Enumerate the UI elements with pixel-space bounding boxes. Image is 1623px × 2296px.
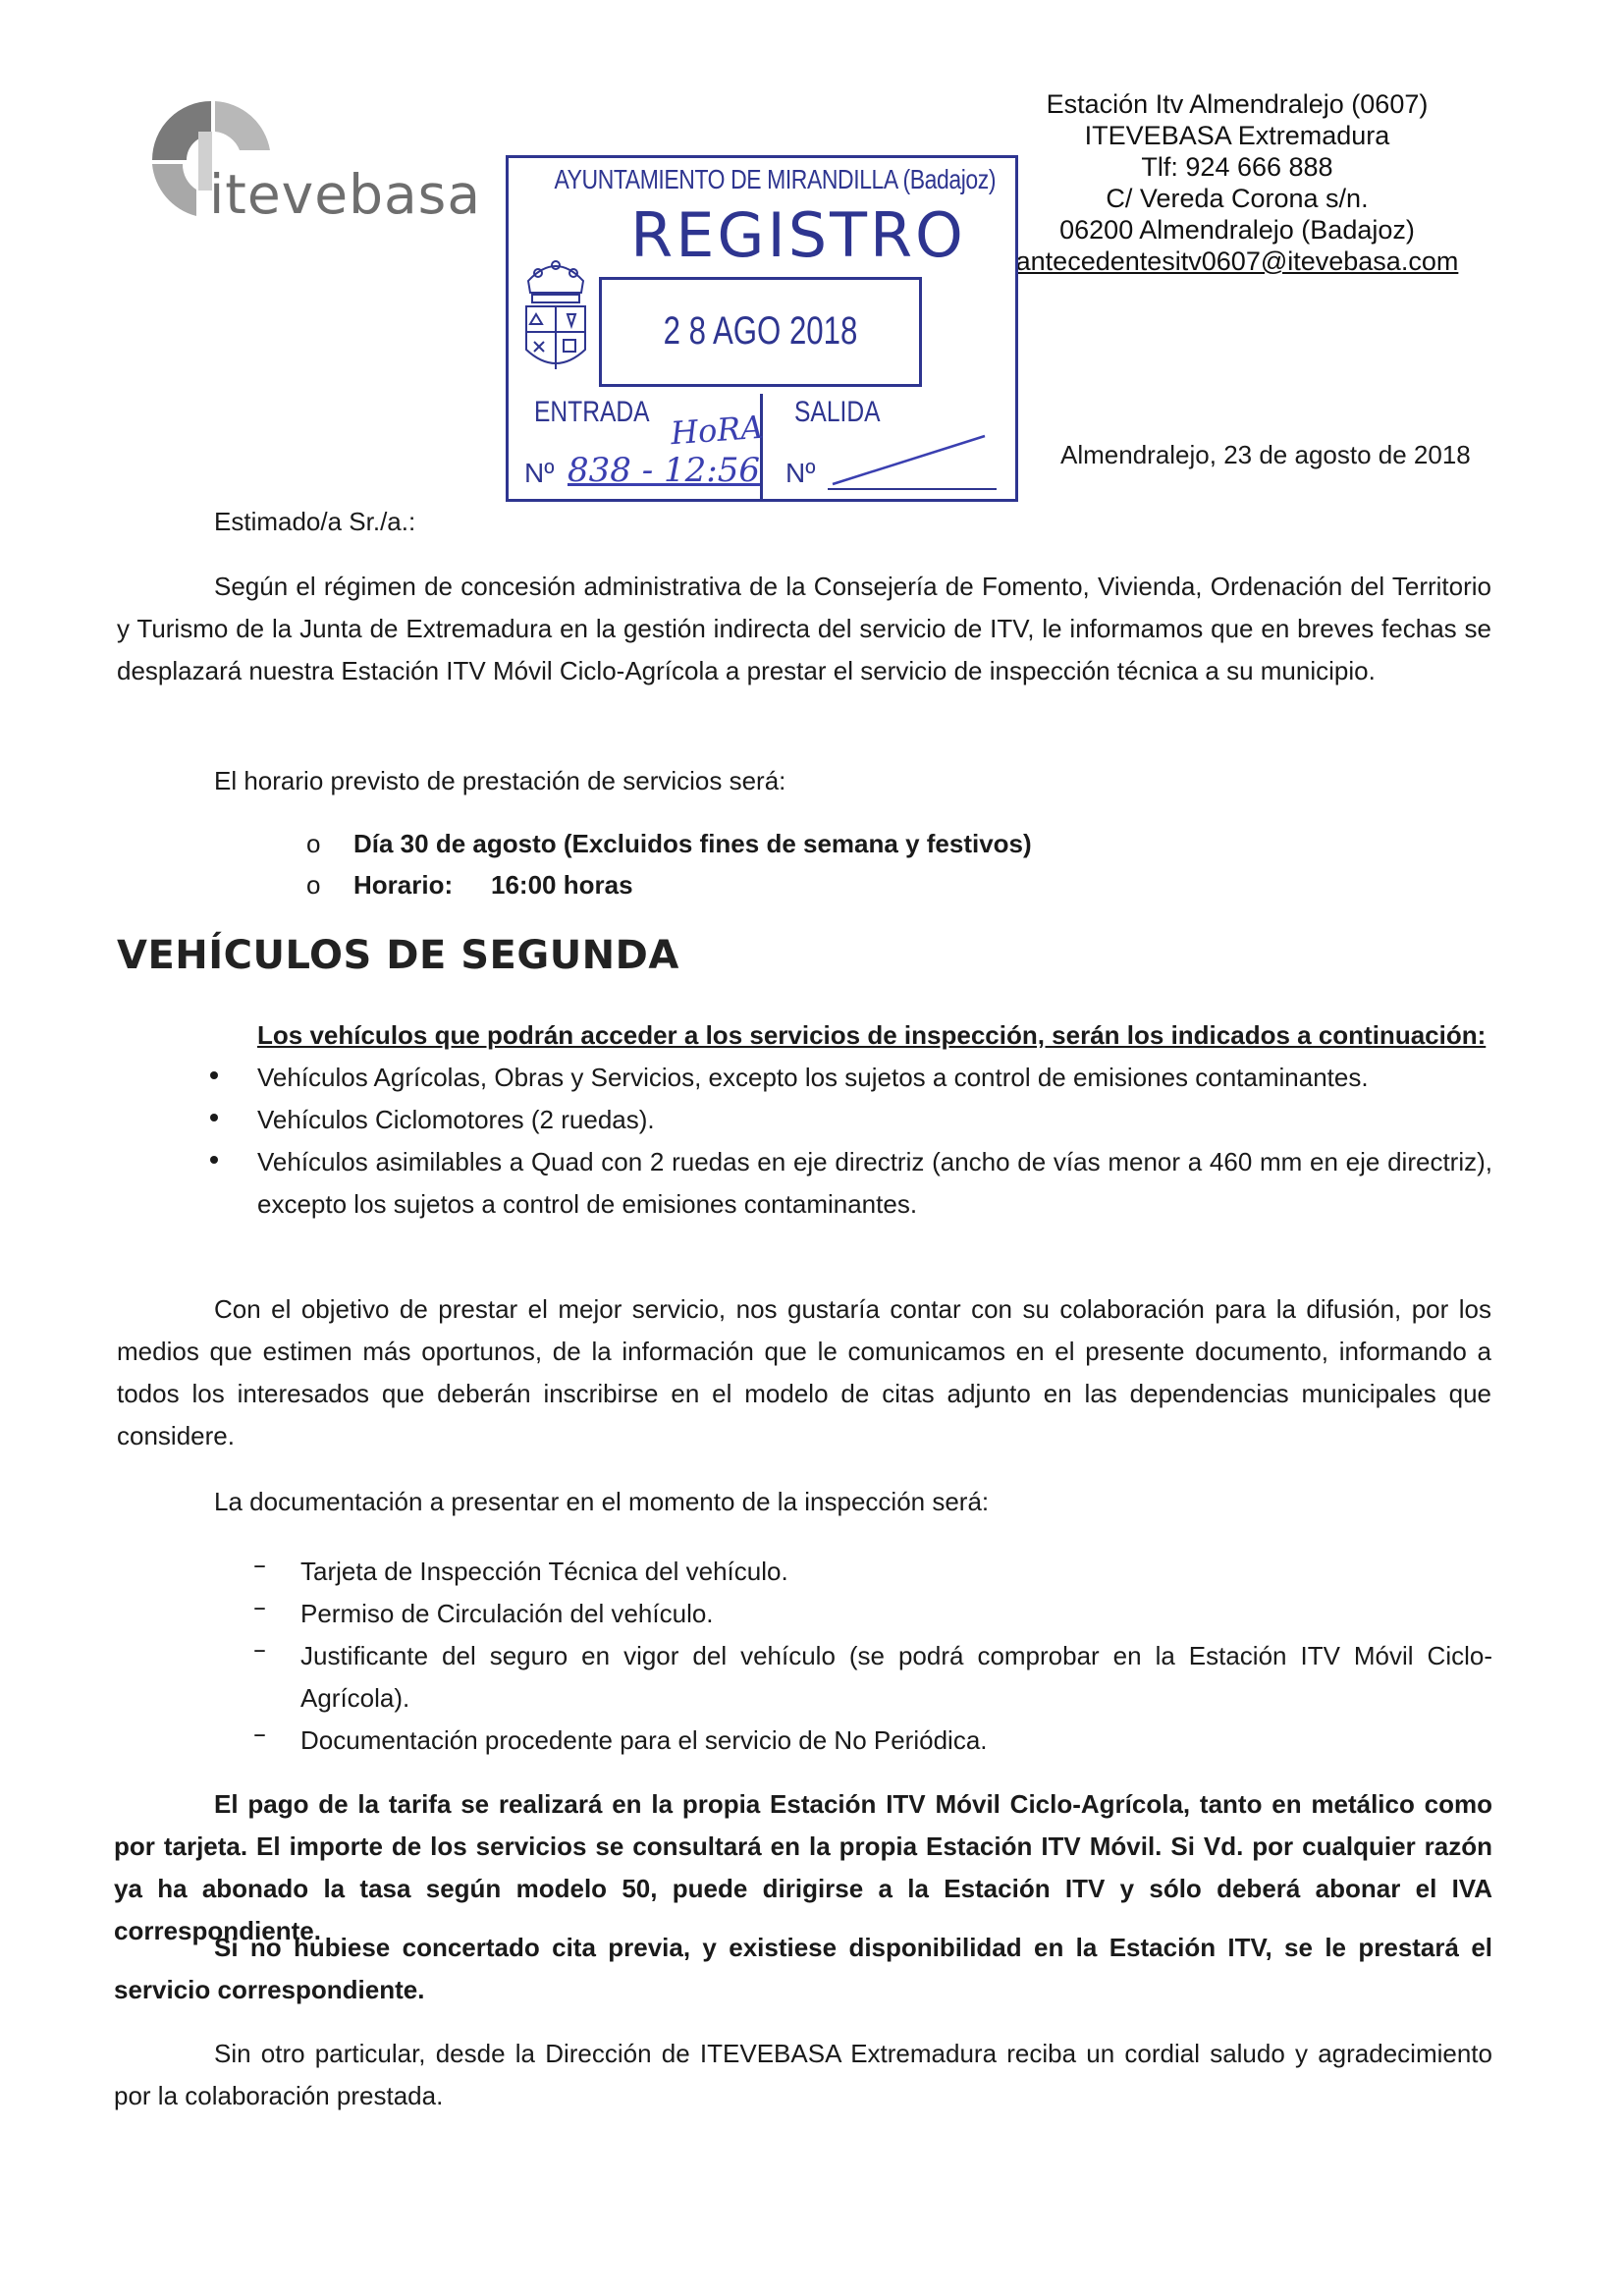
street-address: C/ Vereda Corona s/n. — [1106, 184, 1369, 213]
schedule-bullet-hours — [306, 864, 320, 906]
schedule-day: Día 30 de agosto (Excluidos fines de semana y festivos) — [353, 829, 1032, 858]
document-item: Documentación procedente para el servicio de No Periódica. — [300, 1725, 988, 1755]
list-dash: – — [253, 1551, 266, 1580]
greeting: Estimado/a Sr./a.: — [214, 507, 416, 536]
schedule-bullet-day — [306, 823, 320, 865]
list-dash: – — [253, 1720, 266, 1749]
bullet-dot-icon — [210, 1114, 218, 1121]
bullet-dot-icon — [210, 1156, 218, 1164]
letter-date: Almendralejo, 23 de agosto de 2018 — [1060, 440, 1471, 469]
handwritten-slash-mark — [823, 433, 1000, 492]
email-link[interactable]: antecedentesitv0607@itevebasa.com — [1015, 246, 1459, 276]
document-item: Justificante del seguro en vigor del vehículo (se podrá comprobar en la Estación ITV Móvil Ciclo-Agrícola). — [300, 1641, 1492, 1713]
schedule-hours-label: Horario: — [353, 870, 454, 900]
vehicle-item: Vehículos Ciclomotores (2 ruedas). — [257, 1105, 655, 1134]
collaboration-paragraph: Con el objetivo de prestar el mejor servicio, nos gustaría contar con su colaboración para la difusión, por los medios que estimen más oportunos, de la información que le comunicamos en el presente documento, informando a todos los interesados que deberán inscribirse en el modelo de citas adjunto en las dependencias municipales que considere. — [117, 1294, 1491, 1450]
coat-of-arms-icon — [518, 251, 593, 379]
schedule-intro: El horario previsto de prestación de servicios será: — [214, 766, 786, 795]
stamp-entrada-number-label: Nº — [524, 458, 555, 488]
logo-wordmark: itevebasa — [209, 163, 482, 226]
payment-paragraph: El pago de la tarifa se realizará en la propia Estación ITV Móvil Ciclo-Agrícola, tanto en metálico como por tarjeta. El importe de los servicios se consultará en la propia Estación ITV Móvil. Si Vd. por cualquier razón ya ha abonado la tasa según modelo 50, puede dirigirse a la Estación ITV y sólo deberá abonar el IVA correspondiente. — [114, 1789, 1492, 1945]
stamp-date-box — [599, 277, 922, 387]
document-item: Tarjeta de Inspección Técnica del vehículo. — [300, 1557, 788, 1586]
registration-stamp — [506, 155, 1018, 502]
stamp-title: REGISTRO — [630, 199, 966, 271]
stamp-salida-label: SALIDA — [794, 396, 881, 428]
vehicle-item: Vehículos asimilables a Quad con 2 ruedas en eje directriz (ancho de vías menor a 460 mm en eje directriz), excepto los sujetos a control de emisiones contaminantes. — [257, 1147, 1492, 1219]
station-name: Estación Itv Almendralejo (0607) — [1046, 89, 1429, 119]
bullet-circle-icon: o — [306, 870, 321, 900]
phone: Tlf: 924 666 888 — [1141, 152, 1333, 182]
stamp-entrada-label: ENTRADA — [534, 396, 650, 428]
intro-paragraph: Según el régimen de concesión administrativa de la Consejería de Fomento, Vivienda, Ordenación del Territorio y Turismo de la Junta de Extremadura en la gestión indirecta del servicio de ITV, le informamos que en breves fechas se desplazará nuestra Estación ITV Móvil Ciclo-Agrícola a prestar el servicio de inspección técnica a su municipio. — [117, 572, 1491, 685]
vehicles-intro: Los vehículos que podrán acceder a los servicios de inspección, serán los indicados a continuación: — [257, 1020, 1487, 1050]
section-title: VEHÍCULOS DE SEGUNDA — [117, 933, 679, 978]
stamp-salida-number-label: Nº — [785, 458, 816, 488]
list-dash: – — [253, 1635, 266, 1665]
list-dash: – — [253, 1593, 266, 1622]
document-item: Permiso de Circulación del vehículo. — [300, 1599, 714, 1628]
city-address: 06200 Almendralejo (Badajoz) — [1059, 215, 1415, 245]
sender-address-block — [972, 88, 1502, 277]
company-logo — [147, 96, 501, 234]
schedule-hours-value: 16:00 horas — [491, 870, 633, 900]
vehicle-item: Vehículos Agrícolas, Obras y Servicios, excepto los sujetos a control de emisiones contaminantes. — [257, 1063, 1369, 1092]
bullet-circle-icon: o — [306, 829, 321, 858]
documentation-intro: La documentación a presentar en el momento de la inspección será: — [214, 1487, 990, 1516]
stamp-organization: AYUNTAMIENTO DE MIRANDILLA (Badajoz) — [554, 164, 997, 194]
bullet-dot-icon — [210, 1071, 218, 1079]
company-name: ITEVEBASA Extremadura — [1084, 121, 1390, 150]
stamp-date: 2 8 AGO 2018 — [663, 309, 858, 353]
closing-paragraph: Sin otro particular, desde la Dirección de ITEVEBASA Extremadura reciba un cordial saludo y agradecimiento por la colaboración prestada. — [114, 2039, 1492, 2110]
appointment-paragraph: Si no hubiese concertado cita previa, y existiese disponibilidad en la Estación ITV, se le prestará el servicio correspondiente. — [114, 1933, 1492, 2004]
handwritten-entry-number: 838 - 12:56 — [568, 451, 760, 490]
handwritten-hora: HoRA — [669, 408, 765, 453]
